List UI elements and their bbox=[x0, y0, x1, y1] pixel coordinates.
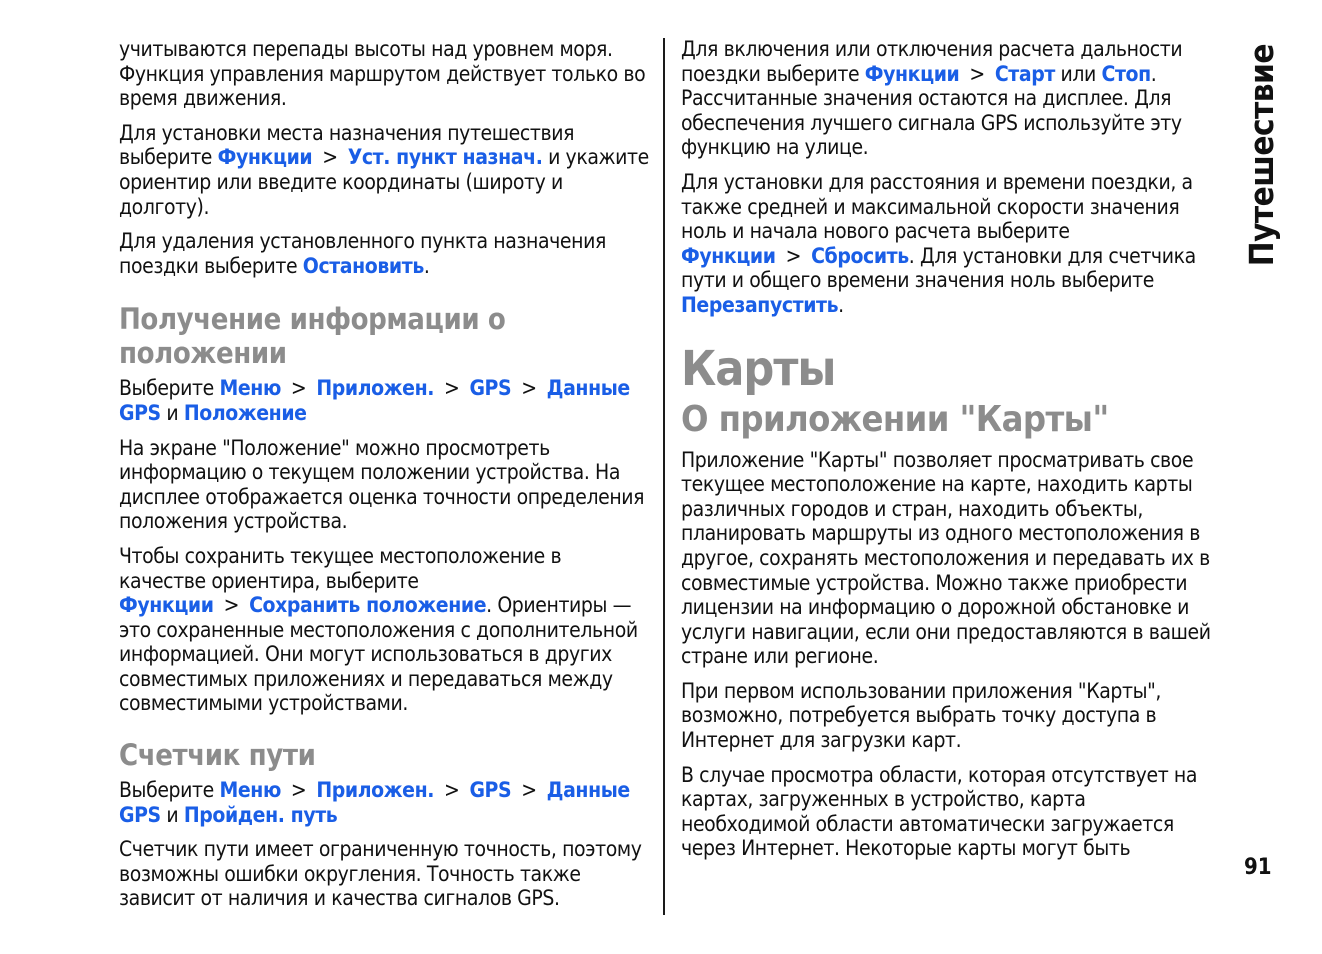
paragraph: В случае просмотра области, которая отсутствует на картах, загруженных в устройство, карта необходимой области автоматически загружается через Интернет. Некоторые карты могут быть bbox=[681, 762, 1198, 861]
separator: > bbox=[521, 778, 537, 803]
menu-link-gps-data[interactable]: Данные GPS bbox=[119, 376, 630, 425]
text: или bbox=[1054, 61, 1102, 86]
menu-link-stop[interactable]: Стоп bbox=[1101, 61, 1151, 86]
menu-link-gps[interactable]: GPS bbox=[469, 778, 512, 803]
text: Выберите bbox=[119, 376, 220, 401]
text: Для установки для расстояния и времени поездки, а также средней и максимальной скорости значения ноль и начала нового расчета выберите bbox=[681, 169, 1193, 244]
section-heading-position: Получение информации о положении bbox=[119, 302, 506, 371]
chapter-side-title bbox=[1241, 36, 1281, 266]
text: Для включения или отключения расчета дальности поездки выберите bbox=[681, 37, 1183, 86]
menu-link-trip-distance[interactable]: Пройден. путь bbox=[183, 802, 338, 827]
paragraph: учитываются перепады высоты над уровнем моря. Функция управления маршрутом действует только во время движения. bbox=[119, 37, 646, 111]
menu-link-gps[interactable]: GPS bbox=[469, 376, 512, 401]
paragraph: На экране "Положение" можно просмотреть информацию о текущем положении устройства. На дисплее отображается оценка точности определения положения устройства. bbox=[119, 435, 645, 534]
text: и укажите ориентир или введите координаты (широту и долготу). bbox=[119, 145, 649, 219]
menu-link-functions[interactable]: Функции bbox=[681, 243, 776, 268]
separator: > bbox=[969, 61, 985, 86]
paragraph bbox=[681, 37, 1213, 160]
separator: > bbox=[444, 376, 460, 401]
menu-link-applications[interactable]: Приложен. bbox=[316, 376, 435, 401]
text: Выберите bbox=[119, 778, 220, 803]
menu-link-menu[interactable]: Меню bbox=[219, 376, 281, 401]
separator: > bbox=[290, 778, 307, 803]
text: Для установки места назначения путешествия выберите bbox=[119, 120, 575, 170]
separator: > bbox=[223, 593, 240, 618]
paragraph: При первом использовании приложения "Карты", возможно, потребуется выбрать точку доступа в Интернет для загрузки карт. bbox=[681, 678, 1161, 753]
menu-link-reset[interactable]: Сбросить bbox=[811, 243, 909, 268]
text: Для удаления установленного пункта назначения поездки выберите bbox=[119, 229, 606, 278]
paragraph: Приложение "Карты" позволяет просматривать свое текущее местоположение на карте, находить карты различных городов и стран, находить объекты, планировать маршруты из одного местоположения в другое, сохранять местоположения и передавать их в совместимые устройства. Можно также приобрести лицензии на информацию о дорожной обстановке и услуги навигации, если они предоставляются в вашей стране или регионе. bbox=[681, 447, 1211, 669]
paragraph bbox=[119, 121, 651, 219]
column-divider bbox=[663, 38, 665, 915]
menu-link-stop[interactable]: Остановить bbox=[302, 253, 424, 278]
right-column bbox=[681, 37, 1213, 871]
menu-path bbox=[119, 376, 651, 425]
menu-link-start[interactable]: Старт bbox=[994, 61, 1055, 86]
menu-link-set-destination[interactable]: Уст. пункт назнач. bbox=[347, 145, 543, 170]
paragraph bbox=[119, 544, 651, 716]
section-heading-trip-meter: Счетчик пути bbox=[119, 738, 316, 773]
text: . bbox=[423, 253, 430, 278]
paragraph bbox=[119, 229, 651, 278]
separator: > bbox=[290, 376, 307, 401]
paragraph bbox=[681, 170, 1213, 318]
separator: > bbox=[785, 243, 802, 268]
menu-link-functions[interactable]: Функции bbox=[119, 593, 214, 618]
text: . Для установки для счетчика пути и общего времени значения ноль выберите bbox=[681, 243, 1196, 293]
menu-path bbox=[119, 778, 651, 827]
separator: > bbox=[322, 145, 338, 170]
menu-link-save-position[interactable]: Сохранить положение bbox=[249, 593, 487, 618]
page-number: 91 bbox=[1244, 855, 1272, 880]
menu-link-restart[interactable]: Перезапустить bbox=[681, 292, 839, 317]
menu-link-position[interactable]: Положение bbox=[183, 400, 307, 425]
menu-link-functions[interactable]: Функции bbox=[217, 145, 313, 170]
chapter-title: Карты bbox=[681, 340, 836, 397]
paragraph: Счетчик пути имеет ограниченную точность, поэтому возможны ошибки округления. Точность также зависит от наличия и качества сигналов GPS. bbox=[119, 837, 642, 911]
menu-link-applications[interactable]: Приложен. bbox=[316, 778, 435, 803]
text: и bbox=[160, 400, 184, 425]
chapter-side-title-text: Путешествие bbox=[1241, 43, 1281, 266]
separator: > bbox=[444, 778, 460, 803]
left-column bbox=[119, 37, 651, 921]
menu-link-menu[interactable]: Меню bbox=[219, 778, 281, 803]
text: . Рассчитанные значения остаются на дисплее. Для обеспечения лучшего сигнала GPS используйте эту функцию на улице. bbox=[681, 61, 1182, 160]
text: и bbox=[160, 802, 184, 827]
text: . bbox=[838, 292, 844, 317]
separator: > bbox=[521, 376, 537, 401]
text: Чтобы сохранить текущее местоположение в качестве ориентира, выберите bbox=[119, 543, 562, 593]
section-heading-about-maps: О приложении "Карты" bbox=[681, 398, 1109, 440]
text: . Ориентиры — это сохраненные местоположения с дополнительной информацией. Они могут использоваться в других совместимых приложениях и передаваться между совместимыми устройствами. bbox=[119, 593, 638, 716]
menu-link-gps-data[interactable]: Данные GPS bbox=[119, 778, 630, 827]
menu-link-functions[interactable]: Функции bbox=[864, 61, 960, 86]
